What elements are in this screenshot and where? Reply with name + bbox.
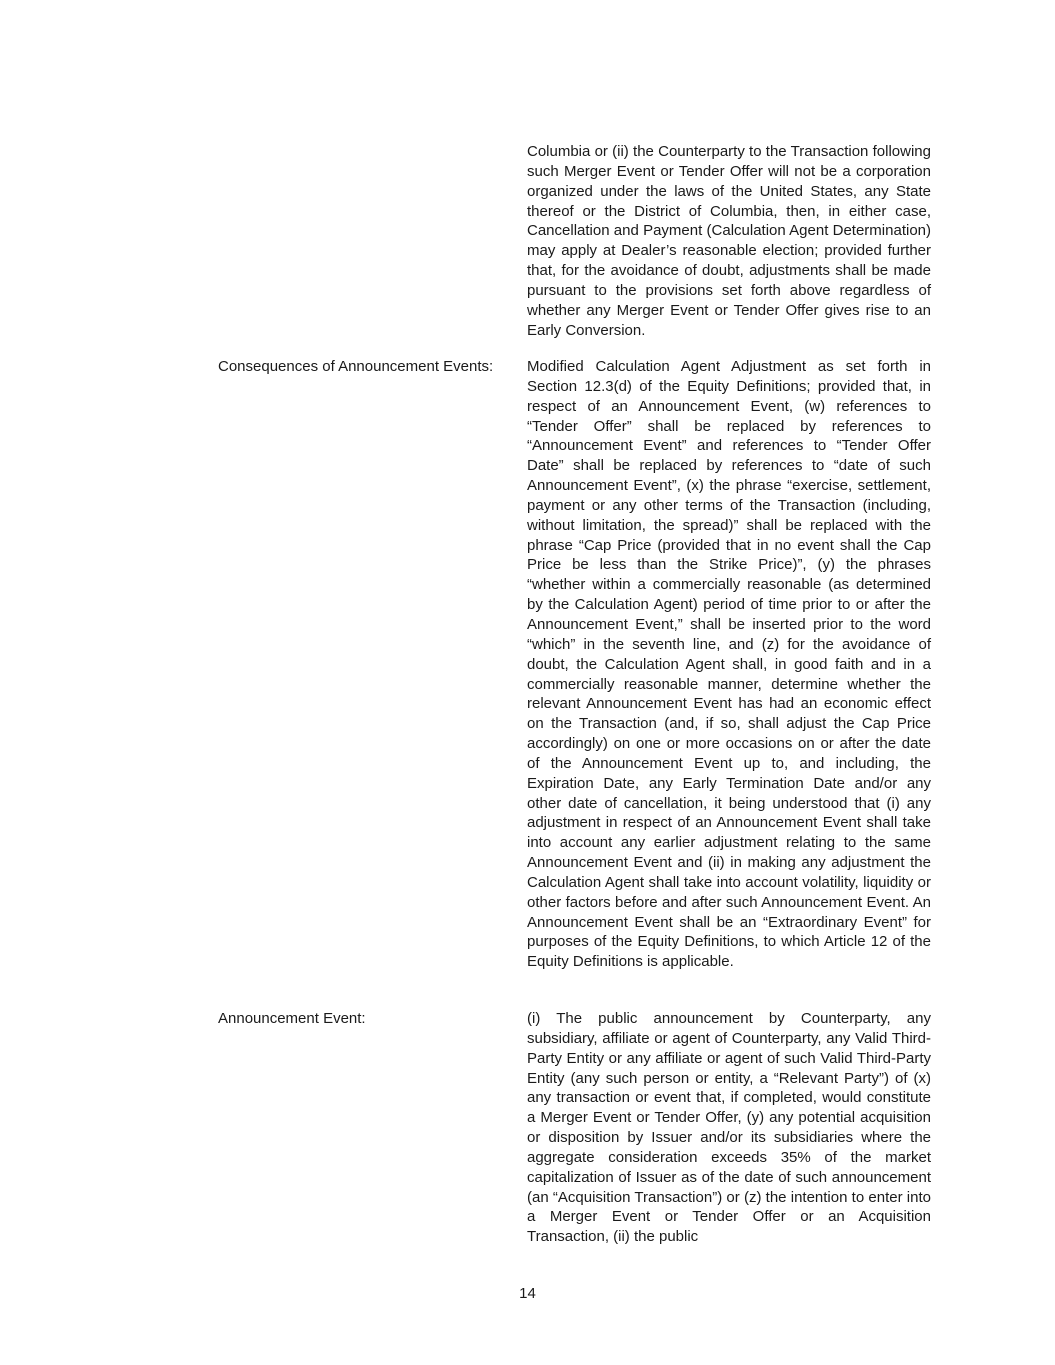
continuation-paragraph: Columbia or (ii) the Counterparty to the Transaction following such Merger Event or Tender Offer will not be a corporation organized under the laws of the United States, any State thereof or the District of Columbia, then, in either case, Cancellation and Payment (Calculation Agent Determination) may apply at Dealer’s reasonable election; provided further that, for the avoidance of doubt, adjustments shall be made pursuant to the provisions set forth above regardless of whether any Merger Event or Tender Offer gives rise to an Early Conversion. (527, 143, 931, 339)
section-label-announcement-event: Announcement Event: (218, 1010, 366, 1027)
section-text-announcement-event: (i) The public announcement by Counterparty, any subsidiary, affiliate or agent of Counterparty, any Valid Third-Party Entity or any affiliate or agent of such Valid Third-Party Entity (any such person or entity, a “Relevant Party”) of (x) any transaction or event that, if completed, would constitute a Merger Event or Tender Offer, (y) any potential acquisition or disposition by Issuer and/or its subsidiaries where the aggregate consideration exceeds 35% of the market capitalization of Issuer as of the date of such announcement (an “Acquisition Transaction”) or (z) the intention to enter into a Merger Event or Tender Offer or an Acquisition Transaction, (ii) the public (527, 1010, 931, 1246)
section-text-consequences-of-announcement-events: Modified Calculation Agent Adjustment as set forth in Section 12.3(d) of the Equity Definitions; provided that, in respect of an Announcement Event, (w) references to “Tender Offer” shall be replaced by references to “Announcement Event” and references to “Tender Offer Date” shall be replaced by references to “date of such Announcement Event”, (x) the phrase “exercise, settlement, payment or any other terms of the Transaction (including, without limitation, the spread)” shall be replaced with the phrase “Cap Price (provided that in no event shall the Cap Price be less than the Strike Price)”, (y) the phrases “whether within a commercially reasonable (as determined by the Calculation Agent) period of time prior to or after the Announcement Event,” shall be inserted prior to the word “which” in the seventh line, and (z) for the avoidance of doubt, the Calculation Agent shall, in good faith and in a commercially reasonable manner, determine whether the relevant Announcement Event has had an economic effect on the Transaction (and, if so, shall adjust the Cap Price accordingly) on one or more occasions on or after the date of the Announcement Event up to, and including, the Expiration Date, any Early Termination Date and/or any other date of cancellation, it being understood that (i) any adjustment in respect of an Announcement Event shall take into account any earlier adjustment relating to the same Announcement Event and (ii) in making any adjustment the Calculation Agent shall take into account volatility, liquidity or other factors before and after such Announcement Event. An Announcement Event shall be an “Extraordinary Event” for purposes of the Equity Definitions, to which Article 12 of the Equity Definitions is applicable. (527, 358, 931, 971)
section-label-consequences-of-announcement-events: Consequences of Announcement Events: (218, 358, 494, 375)
page-number: 14 (519, 1285, 536, 1302)
